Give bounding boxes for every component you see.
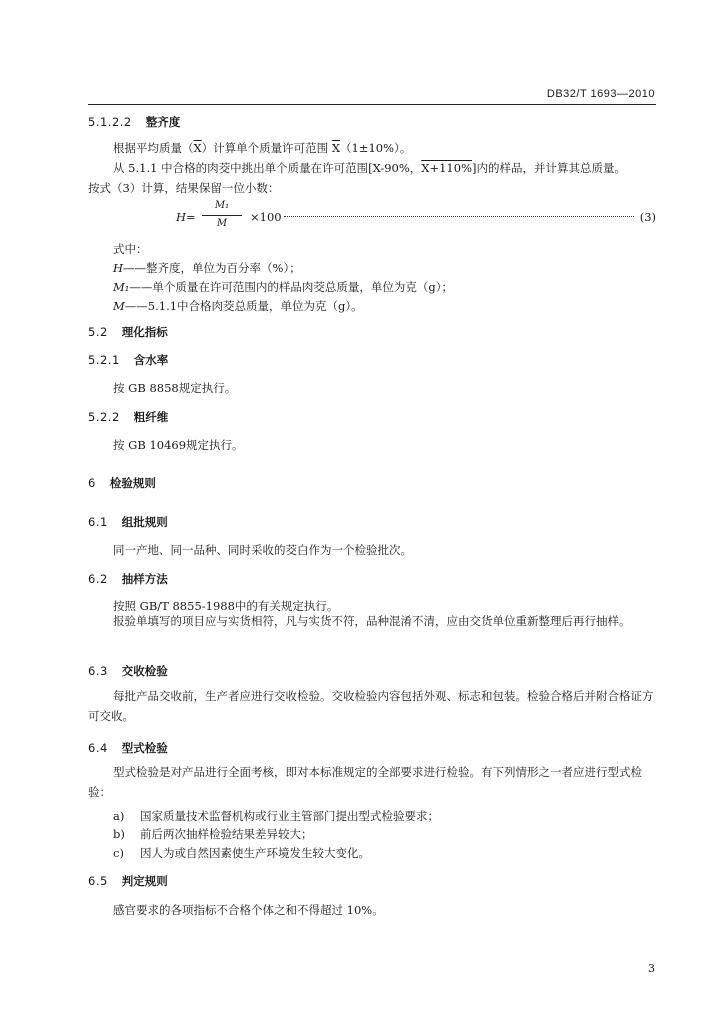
heading-6-5: [88, 873, 168, 889]
heading-6-4: [88, 740, 168, 756]
formula-multiplier: ×100: [250, 210, 282, 224]
text-run: 根据平均质量（: [113, 141, 194, 155]
formula-3: [176, 200, 656, 236]
heading-number: 6.2: [88, 572, 108, 586]
heading-title: 整齐度: [145, 115, 181, 129]
paragraph-moisture: 按 GB 8858规定执行。: [113, 381, 237, 395]
document-code: DB32/T 1693—2010: [546, 88, 655, 100]
fraction-bar: [202, 215, 242, 216]
paragraph-uniformity-3: 按式（3）计算，结果保留一位小数：: [88, 181, 280, 195]
list-item-label: a): [113, 809, 125, 823]
list-item-text: 前后两次抽样检验结果差异较大；: [140, 827, 313, 841]
paragraph-uniformity-2: [113, 160, 626, 176]
paragraph-sampling-2: 报验单填写的项目应与实货相符，凡与实货不符，品种混淆不清，应由交货单位重新整理后再行抽样。: [113, 614, 631, 628]
definition-m1: [113, 279, 453, 295]
list-item-text: 因人为或自然因素使生产环境发生较大变化。: [140, 846, 370, 860]
formula-fraction: [202, 200, 242, 229]
heading-5-1-2-2: [88, 114, 180, 130]
list-item-c: [113, 845, 370, 861]
x-bar-range: X+110%: [421, 161, 472, 175]
heading-5-2-1: [88, 352, 168, 368]
text-run: X-90%，: [372, 161, 422, 175]
heading-6: [88, 475, 156, 491]
heading-number: 6: [88, 476, 96, 490]
heading-number: 6.4: [88, 741, 108, 755]
definition-text: ——单个质量在许可范围内的样品肉茭总质量，单位为克（g）；: [129, 280, 453, 294]
formula-denominator: M: [216, 218, 228, 229]
heading-title: 粗纤维: [133, 410, 169, 424]
heading-title: 检验规则: [109, 476, 156, 490]
page-number: 3: [648, 962, 655, 975]
paragraph-sampling-1: 按照 GB/T 8855-1988中的有关规定执行。: [113, 599, 339, 613]
text-run: ）计算单个质量许可范围: [201, 141, 332, 155]
paragraph-batching: 同一产地、同一品种、同时采收的茭白作为一个检验批次。: [113, 543, 412, 557]
heading-5-2-2: [88, 409, 168, 425]
formula-leader-dots: [284, 216, 634, 217]
x-bar-symbol: $\overline{X}$: [331, 141, 341, 155]
list-item-a: [113, 808, 439, 824]
heading-title: 型式检验: [121, 741, 168, 755]
x-bar-symbol: $\overline{X}$: [193, 141, 202, 155]
paragraph-judgement: 感官要求的各项指标不合格个体之和不得超过 10%。: [113, 903, 384, 917]
paragraph-uniformity-1: [113, 140, 411, 156]
text-run: ]内的样品，并计算其总质量。: [472, 161, 626, 175]
heading-6-1: [88, 514, 168, 530]
heading-title: 组批规则: [121, 515, 168, 529]
where-label: 式中：: [113, 242, 148, 256]
heading-title: 理化指标: [121, 325, 168, 339]
definition-h: [113, 260, 301, 276]
text-run: （1±10%）。: [340, 141, 412, 155]
formula-lhs: H=: [176, 210, 196, 224]
symbol: M₁: [113, 280, 130, 294]
heading-number: 5.2: [88, 325, 108, 339]
definition-m: [113, 298, 363, 314]
paragraph-fiber: 按 GB 10469规定执行。: [113, 438, 244, 452]
equation-number: (3): [639, 210, 656, 224]
symbol: M: [113, 299, 125, 313]
paragraph-acceptance: 每批产品交收前，生产者应进行交收检验。交收检验内容包括外观、标志和包装。检验合格后并附合格证方可交收。: [88, 689, 654, 723]
heading-6-3: [88, 663, 168, 679]
heading-number: 6.3: [88, 664, 108, 678]
heading-number: 5.2.2: [88, 410, 120, 424]
heading-6-2: [88, 571, 168, 587]
heading-title: 含水率: [133, 353, 169, 367]
definition-text: ——5.1.1中合格肉茭总质量，单位为克（g）。: [124, 299, 363, 313]
text-run: 从 5.1.1 中合格的肉茭中挑出单个质量在许可范围[: [113, 161, 373, 175]
list-item-text: 国家质量技术监督机构或行业主管部门提出型式检验要求；: [140, 809, 439, 823]
heading-title: 抽样方法: [121, 572, 168, 586]
heading-number: 5.1.2.2: [88, 115, 132, 129]
heading-title: 交收检验: [121, 664, 168, 678]
formula-numerator: M₁: [214, 200, 230, 211]
heading-number: 6.5: [88, 874, 108, 888]
header-rule: [88, 104, 656, 105]
list-item-label: c): [113, 846, 124, 860]
list-item-label: b): [113, 827, 125, 841]
heading-number: 5.2.1: [88, 353, 120, 367]
heading-5-2: [88, 324, 168, 340]
paragraph-type-test: 型式检验是对产品进行全面考核，即对本标准规定的全部要求进行检验。有下列情形之一者应进行型式检验：: [88, 765, 642, 799]
list-item-b: [113, 826, 313, 842]
symbol: H: [113, 261, 124, 275]
heading-title: 判定规则: [121, 874, 168, 888]
definition-text: ——整齐度，单位为百分率（%）；: [123, 261, 301, 275]
heading-number: 6.1: [88, 515, 108, 529]
